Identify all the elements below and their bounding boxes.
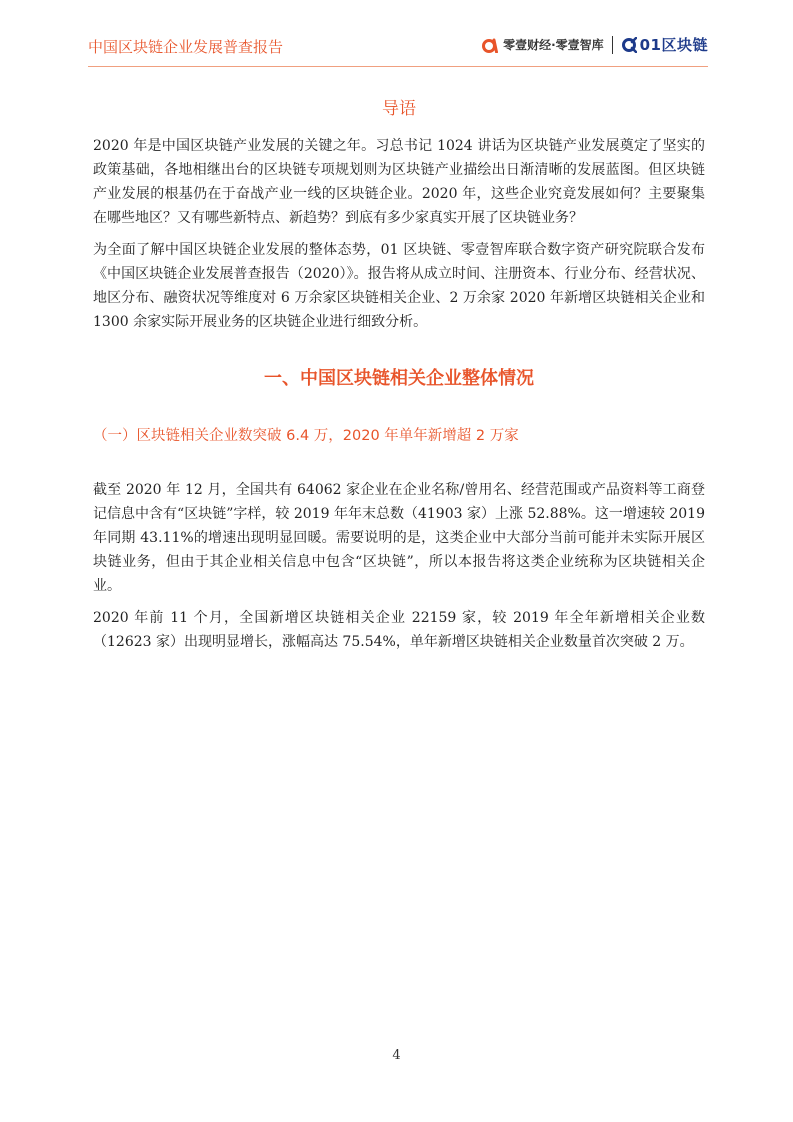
page-header — [88, 32, 708, 62]
brand-primary: 零壹财经·零壹智库 — [503, 38, 604, 52]
chapter-title: 一、中国区块链相关企业整体情况 — [264, 368, 534, 389]
brand-bar — [482, 34, 708, 55]
header-divider — [88, 66, 708, 67]
report-title: 中国区块链企业发展普查报告 — [88, 38, 284, 56]
intro-paragraph: 2020 年是中国区块链产业发展的关键之年。习总书记 1024 讲话为区块链产业发展奠定了坚实的政策基础，各地相继出台的区块链专项规划则为区块链产业描绘出日渐清晰的发展蓝图。但区块链产业发展的根基仍在于奋战产业一线的区块链企业。2020 年，这些企业究竟发展如何？主要聚集在哪些地区？又有哪些新特点、新趋势？到底有多少家真实开展了区块链业务？ — [93, 138, 705, 226]
brand-secondary: 01区块链 — [639, 36, 708, 54]
intro-paragraph: 为全面了解中国区块链企业发展的整体态势，01 区块链、零壹智库联合数字资产研究院联合发布《中国区块链企业发展普查报告（2020）》。报告将从成立时间、注册资本、行业分布、经营状况、地区分布、融资状况等维度对 6 万余家区块链相关企业、2 万余家 2020 年新增区块链相关企业和 1300 余家实际开展业务的区块链企业进行细致分析。 — [93, 242, 705, 330]
lingyi-logo-icon — [482, 37, 498, 53]
section-body — [93, 478, 705, 654]
intro-title: 导语 — [382, 99, 416, 119]
page-content — [93, 96, 705, 662]
section-title: （一）区块链相关企业数突破 6.4 万，2020 年单年新增超 2 万家 — [93, 428, 519, 444]
page-number: 4 — [392, 1048, 401, 1063]
body-paragraph: 截至 2020 年 12 月，全国共有 64062 家企业在企业名称/曾用名、经营范围或产品资料等工商登记信息中含有“区块链”字样，较 2019 年年末总数（41903 家）上涨 52.88%。这一增速较 2019 年同期 43.11%的增速出现明显回暖。需要说明的是，这类企业中大部分当前可能并未实际开展区块链业务，但由于其企业相关信息中包含“区块链”，所以本报告将这类企业统称为区块链相关企业。 — [93, 482, 705, 594]
blockchain-logo-icon — [621, 37, 637, 53]
body-paragraph: 2020 年前 11 个月，全国新增区块链相关企业 22159 家，较 2019 年全年新增相关企业数（12623 家）出现明显增长，涨幅高达 75.54%，单年新增区块链相关企业数量首次突破 2 万。 — [93, 610, 705, 650]
brand-divider — [612, 36, 613, 54]
